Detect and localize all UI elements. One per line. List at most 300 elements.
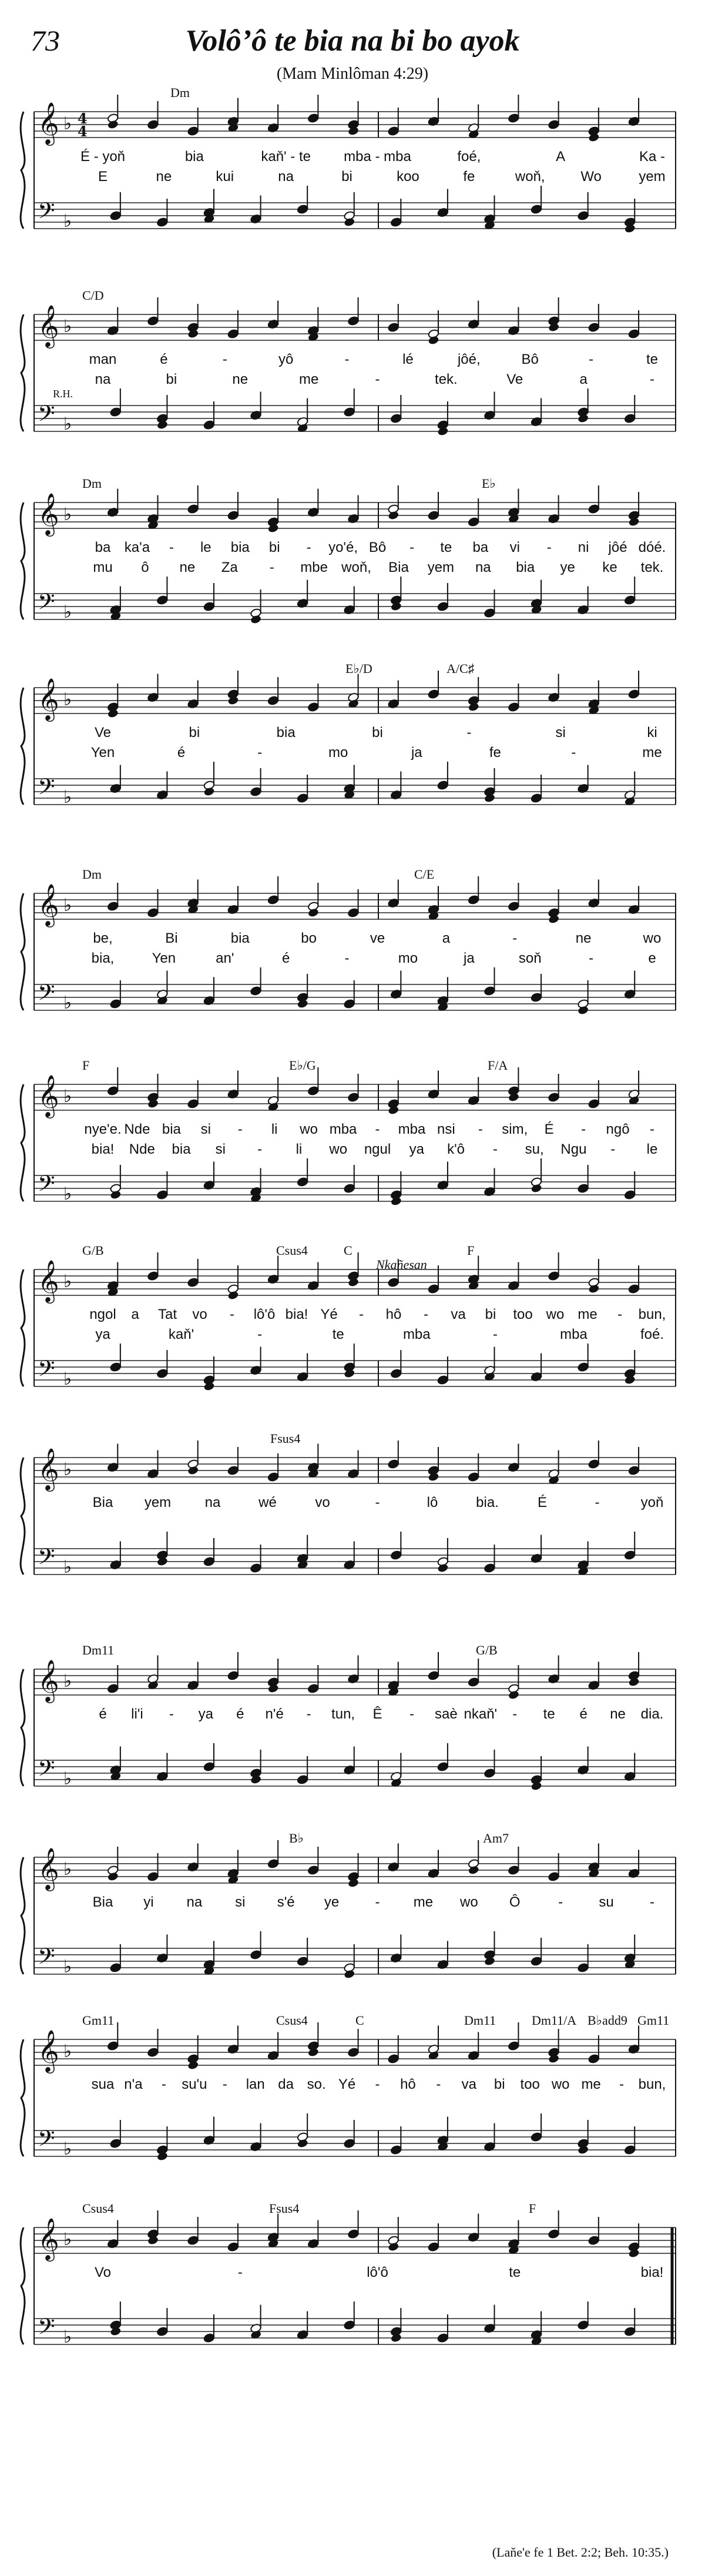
- lyric-verse1: Bi: [165, 930, 178, 946]
- lyric-verse2: ja: [411, 745, 422, 761]
- key-flat-icon: ♭: [63, 787, 72, 808]
- treble-clef-icon: 𝄞: [38, 677, 59, 720]
- lyric-verse2: a: [579, 371, 588, 387]
- lyric-verse1: bia.: [476, 1495, 499, 1510]
- lyric-verse2: Wo: [580, 169, 602, 185]
- lyric-verse2: ja: [463, 950, 475, 966]
- lyric-verse1: dóé.: [638, 540, 666, 555]
- lyric-verse1: yô: [278, 351, 294, 367]
- system-notation: [0, 2195, 705, 2442]
- lyric-verse2: bia: [172, 1141, 191, 1157]
- lyric-verse1: dia.: [640, 1706, 664, 1722]
- chord-symbol: Gm11: [637, 2013, 670, 2028]
- chord-symbol: Fsus4: [269, 2201, 300, 2216]
- lyric-verse1: A: [556, 149, 566, 165]
- lyric-verse1: foé,: [457, 149, 481, 165]
- treble-notes: [107, 1441, 640, 1485]
- lyric-verse1: ba: [95, 540, 111, 555]
- lyric-verse1: ngô: [606, 1121, 630, 1137]
- lyric-verse1: -: [589, 351, 594, 367]
- lyric-verse1: n'a: [124, 2076, 143, 2092]
- lyric-verse1: sua: [91, 2076, 115, 2092]
- lyric-verse1: Ê: [372, 1706, 382, 1722]
- lyric-verse1: Tat: [157, 1307, 177, 1322]
- lyric-verse1: ngol: [89, 1307, 116, 1322]
- lyric-verse2: e: [648, 950, 656, 966]
- lyric-verse1: -: [512, 930, 518, 946]
- lyric-verse2: yem: [427, 560, 455, 575]
- lyric-verse1: -: [409, 540, 414, 555]
- treble-clef-icon: 𝄞: [38, 2217, 59, 2260]
- bass-clef-icon: 𝄢: [38, 197, 55, 229]
- lyric-verse2: Yen: [90, 745, 115, 761]
- bass-clef-icon: 𝄢: [38, 588, 55, 620]
- lyric-verse2: me: [642, 745, 662, 761]
- lyric-verse2: Ve: [506, 371, 523, 387]
- lyric-verse1: -: [512, 1706, 518, 1722]
- chord-symbol: F: [82, 1058, 90, 1073]
- bass-clef-icon: 𝄢: [38, 773, 55, 805]
- lyric-verse1: yoň: [640, 1495, 664, 1510]
- bass-clef-icon: 𝄢: [38, 2313, 55, 2345]
- lyric-verse2: tek.: [640, 560, 664, 575]
- bass-staff: [34, 2319, 676, 2344]
- lyric-verse2: na: [95, 371, 111, 387]
- bass-clef-icon: 𝄢: [38, 1543, 55, 1575]
- lyric-verse1: mba: [329, 1121, 357, 1137]
- lyric-verse1: -: [306, 1706, 311, 1722]
- treble-clef-icon: 𝄞: [38, 101, 59, 144]
- lyric-verse1: vo: [315, 1495, 330, 1510]
- chord-symbol: B♭: [289, 1831, 304, 1845]
- key-flat-icon: ♭: [63, 689, 72, 710]
- lyric-verse1: vo: [192, 1307, 207, 1322]
- hymn-number: 73: [31, 24, 60, 57]
- treble-clef-icon: 𝄞: [38, 1259, 59, 1302]
- lyric-verse2: -: [257, 745, 263, 761]
- lyric-verse1: é: [160, 351, 168, 367]
- lyric-verse1: bia!: [285, 1307, 308, 1322]
- lyric-verse1: é: [579, 1706, 588, 1722]
- lyric-verse1: te: [646, 351, 659, 367]
- lyric-verse2: foé.: [640, 1326, 664, 1342]
- bass-notes: [110, 1532, 636, 1576]
- lyric-verse1: ne: [610, 1706, 626, 1722]
- chord-symbol: C/E: [414, 867, 435, 882]
- bass-clef-icon: 𝄢: [38, 2125, 55, 2157]
- bass-clef-icon: 𝄢: [38, 979, 55, 1011]
- lyric-verse1: é: [99, 1706, 107, 1722]
- lyric-verse1: -: [650, 1121, 654, 1137]
- key-flat-icon: ♭: [63, 993, 72, 1013]
- lyric-verse1: bia: [230, 930, 250, 946]
- lyric-verse2: kui: [216, 169, 234, 185]
- lyric-verse2: -: [571, 745, 576, 761]
- lyric-verse1: ba: [472, 540, 489, 555]
- lyric-verse1: si: [235, 1894, 246, 1910]
- lyric-verse1: wo: [643, 930, 662, 946]
- treble-clef-icon: 𝄞: [38, 883, 59, 926]
- system-brace: [21, 314, 25, 431]
- lyric-verse1: su'u: [182, 2076, 207, 2092]
- lyric-verse2: tek.: [435, 371, 458, 387]
- lyric-verse2: su,: [525, 1141, 544, 1157]
- lyric-verse1: -: [436, 2076, 441, 2092]
- lyric-verse1: bia!: [640, 2265, 664, 2280]
- lyric-verse1: lô'ô: [367, 2265, 388, 2280]
- lyric-verse2: ne: [179, 560, 196, 575]
- lyric-verse1: bi: [494, 2076, 505, 2092]
- lyric-verse1: bia: [276, 725, 296, 741]
- lyric-verse1: li: [271, 1121, 278, 1137]
- lyric-verse2: E: [98, 169, 108, 185]
- key-flat-icon: ♭: [63, 1271, 72, 1292]
- system-brace: [21, 503, 25, 619]
- lyric-verse1: ye: [324, 1894, 340, 1910]
- lyric-verse2: ô: [141, 560, 149, 575]
- lyric-verse1: nye'e.: [84, 1121, 122, 1137]
- lyric-verse1: su: [599, 1894, 614, 1910]
- bass-clef-icon: 𝄢: [38, 1355, 55, 1387]
- lyric-verse1: -: [375, 2076, 380, 2092]
- key-flat-icon: ♭: [63, 1086, 72, 1107]
- lyric-verse1: -: [237, 1121, 243, 1137]
- time-signature-icon: 4: [78, 123, 88, 140]
- lyric-verse1: -: [478, 1121, 483, 1137]
- lyric-verse2: Nde: [129, 1141, 155, 1157]
- key-flat-icon: ♭: [63, 602, 72, 622]
- lyric-verse1: bun,: [638, 1307, 666, 1322]
- lyric-verse2: -: [492, 1141, 498, 1157]
- key-flat-icon: ♭: [63, 1557, 72, 1577]
- lyric-verse1: wé: [258, 1495, 277, 1510]
- treble-clef-icon: 𝄞: [38, 1659, 59, 1701]
- lyric-verse1: a: [442, 930, 451, 946]
- chord-symbol: B♭add9: [588, 2013, 627, 2028]
- lyric-verse1: wo: [459, 1894, 478, 1910]
- lyric-verse1: s'é: [277, 1894, 295, 1910]
- system-notation: [0, 1425, 705, 1672]
- lyric-verse2: bi: [341, 169, 352, 185]
- lyric-verse1: wo: [546, 1307, 565, 1322]
- chord-symbol: Am7: [483, 1831, 509, 1845]
- lyric-verse1: Ve: [94, 725, 112, 741]
- key-flat-icon: ♭: [63, 2229, 72, 2250]
- lyric-verse2: wo: [329, 1141, 348, 1157]
- lyric-verse1: bi: [268, 540, 280, 555]
- lyric-verse2: li: [296, 1141, 303, 1157]
- lyric-verse1: hô: [400, 2076, 416, 2092]
- lyric-verse1: n'é: [265, 1706, 284, 1722]
- lyric-verse1: -: [595, 1495, 600, 1510]
- chord-symbol: Dm: [82, 867, 102, 882]
- lyric-verse1: si: [200, 1121, 211, 1137]
- lyric-verse2: bia,: [91, 950, 115, 966]
- key-flat-icon: ♭: [63, 895, 72, 916]
- lyric-verse1: yem: [144, 1495, 172, 1510]
- lyric-verse1: -: [375, 1495, 380, 1510]
- lyric-verse1: Yé: [320, 1307, 338, 1322]
- lyric-verse1: -: [375, 1121, 380, 1137]
- lyric-verse1: -: [230, 1307, 234, 1322]
- treble-clef-icon: 𝄞: [38, 492, 59, 535]
- system-brace: [21, 112, 25, 229]
- lyric-verse2: mba: [560, 1326, 588, 1342]
- lyric-verse2: Za: [221, 560, 238, 575]
- lyric-verse1: bia: [230, 540, 250, 555]
- lyric-verse1: bo: [301, 930, 317, 946]
- lyric-verse2: -: [257, 1326, 263, 1342]
- lyric-verse1: -: [161, 2076, 166, 2092]
- lyric-verse1: bia: [162, 1121, 181, 1137]
- lyric-verse2: ne: [232, 371, 249, 387]
- lyric-verse1: é: [236, 1706, 244, 1722]
- lyric-verse1: jôé,: [457, 351, 481, 367]
- lyric-verse1: lé: [402, 351, 414, 367]
- chord-symbol: E♭: [482, 476, 496, 491]
- lyric-verse1: hô: [385, 1307, 402, 1322]
- lyric-verse1: be,: [93, 930, 113, 946]
- key-flat-icon: ♭: [63, 1369, 72, 1389]
- lyric-verse1: -: [619, 2076, 625, 2092]
- system-brace: [21, 1269, 25, 1386]
- scripture-reference: (Mam Minlôman 4:29): [276, 65, 429, 83]
- lyric-verse1: ya: [198, 1706, 213, 1722]
- lyric-verse1: mba: [398, 1121, 426, 1137]
- key-flat-icon: ♭: [63, 1671, 72, 1691]
- chord-symbol: C: [355, 2013, 364, 2028]
- lyric-verse1: -: [581, 1121, 586, 1137]
- chord-symbol: Csus4: [276, 2013, 308, 2028]
- lyric-verse1: -: [466, 725, 472, 741]
- treble-clef-icon: 𝄞: [38, 1847, 59, 1890]
- lyric-verse1: lan: [246, 2076, 265, 2092]
- chord-symbol: Fsus4: [270, 1431, 301, 1446]
- lyric-verse2: -: [610, 1141, 616, 1157]
- key-flat-icon: ♭: [63, 504, 72, 525]
- performance-annotation: Nkañesan: [376, 1257, 427, 1272]
- key-flat-icon: ♭: [63, 2041, 72, 2062]
- key-flat-icon: ♭: [63, 1859, 72, 1880]
- lyric-verse2: é: [177, 745, 186, 761]
- lyric-verse1: te: [440, 540, 452, 555]
- lyric-verse2: na: [475, 560, 491, 575]
- lyric-verse1: bi: [189, 725, 200, 741]
- lyric-verse2: te: [332, 1326, 344, 1342]
- lyric-verse2: fe: [489, 745, 501, 761]
- chord-symbol: F: [467, 1243, 475, 1258]
- lyric-verse2: Ngu: [560, 1141, 587, 1157]
- key-flat-icon: ♭: [63, 2327, 72, 2347]
- lyric-verse1: nkaň': [464, 1706, 498, 1722]
- lyric-verse1: Nde: [124, 1121, 150, 1137]
- lyric-verse1: bun,: [638, 2076, 666, 2092]
- lyric-verse1: kaň' - te: [261, 149, 311, 165]
- lyric-verse2: fe: [463, 169, 475, 185]
- bass-clef-icon: 𝄢: [38, 1943, 55, 1975]
- key-flat-icon: ♭: [63, 113, 72, 134]
- lyric-verse1: -: [169, 540, 174, 555]
- lyric-verse1: too: [513, 1307, 533, 1322]
- lyric-verse2: kaň': [168, 1326, 194, 1342]
- lyric-verse1: ne: [575, 930, 592, 946]
- lyric-verse2: bia!: [91, 1141, 115, 1157]
- lyric-verse1: vi: [509, 540, 520, 555]
- lyric-verse1: sim,: [502, 1121, 528, 1137]
- lyric-verse1: yo'é,: [328, 540, 358, 555]
- lyric-verse1: Ka -: [639, 149, 666, 165]
- lyric-verse1: te: [543, 1706, 555, 1722]
- lyric-verse1: bia: [184, 149, 204, 165]
- lyric-verse2: k'ô: [447, 1141, 465, 1157]
- lyric-verse1: -: [222, 2076, 227, 2092]
- lyric-verse1: Bia: [92, 1894, 113, 1910]
- chord-symbol: G/B: [476, 1643, 498, 1657]
- lyric-verse1: Vo: [94, 2265, 112, 2280]
- lyric-verse2: ya: [95, 1326, 110, 1342]
- lyric-verse1: wo: [300, 1121, 318, 1137]
- lyric-verse2: mu: [93, 560, 113, 575]
- lyric-verse1: Bô: [521, 351, 539, 367]
- lyric-verse2: Yen: [152, 950, 176, 966]
- key-flat-icon: ♭: [63, 211, 72, 232]
- lyric-verse2: mo: [398, 950, 418, 966]
- lyric-verse1: ka'a: [124, 540, 150, 555]
- chord-symbol: Csus4: [82, 2201, 114, 2216]
- lyric-verse2: ngul: [364, 1141, 391, 1157]
- chord-symbol: C: [344, 1243, 352, 1258]
- footnote: (Laňe'e fe 1 Bet. 2:2; Beh. 10:35.): [492, 2545, 669, 2560]
- lyric-verse1: -: [237, 2265, 243, 2280]
- bass-staff: [34, 594, 676, 619]
- performance-annotation: R.H.: [53, 388, 73, 400]
- treble-clef-icon: 𝄞: [38, 304, 59, 347]
- lyric-verse1: da: [278, 2076, 294, 2092]
- chord-symbol: F: [529, 2201, 536, 2216]
- lyric-verse1: ni: [578, 540, 589, 555]
- lyric-verse2: -: [492, 1326, 498, 1342]
- chord-symbol: A/C♯: [446, 661, 475, 676]
- lyric-verse1: Ô: [509, 1894, 521, 1910]
- lyric-verse1: É: [544, 1121, 554, 1137]
- system-brace: [21, 1857, 25, 1974]
- lyric-verse2: bia: [516, 560, 535, 575]
- lyric-verse1: -: [169, 1706, 174, 1722]
- bass-notes: [110, 762, 636, 806]
- lyric-verse1: saè: [435, 1706, 458, 1722]
- lyric-verse1: -: [375, 1894, 380, 1910]
- chord-symbol: E♭/D: [345, 661, 372, 676]
- key-flat-icon: ♭: [63, 316, 72, 337]
- lyric-verse1: -: [409, 1706, 414, 1722]
- lyric-verse2: -: [344, 950, 350, 966]
- lyric-verse1: wo: [551, 2076, 570, 2092]
- system-brace: [21, 2039, 25, 2156]
- system-brace: [21, 1669, 25, 1786]
- lyric-verse1: Yé: [338, 2076, 356, 2092]
- lyric-verse2: -: [375, 371, 380, 387]
- lyric-verse2: -: [650, 371, 654, 387]
- lyric-verse1: -: [546, 540, 552, 555]
- treble-clef-icon: 𝄞: [38, 2029, 59, 2072]
- system-brace: [21, 688, 25, 805]
- lyric-verse1: le: [200, 540, 212, 555]
- key-flat-icon: ♭: [63, 1459, 72, 1480]
- chord-symbol: Dm11: [82, 1643, 115, 1657]
- lyric-verse2: Bia: [388, 560, 409, 575]
- key-flat-icon: ♭: [63, 1768, 72, 1789]
- lyric-verse2: mba: [402, 1326, 431, 1342]
- lyric-verse2: soň: [518, 950, 542, 966]
- lyric-verse2: koo: [397, 169, 419, 185]
- system-brace: [21, 1458, 25, 1575]
- lyric-verse1: so.: [307, 2076, 326, 2092]
- bass-notes: [110, 2302, 636, 2346]
- lyric-verse1: Bia: [92, 1495, 113, 1510]
- lyric-verse1: man: [89, 351, 117, 367]
- system-12: [0, 2195, 705, 2442]
- lyric-verse1: yi: [143, 1894, 154, 1910]
- lyric-verse2: mo: [328, 745, 348, 761]
- lyric-verse2: si: [215, 1141, 226, 1157]
- treble-clef-icon: 𝄞: [38, 1447, 59, 1490]
- lyric-verse1: tun,: [331, 1706, 355, 1722]
- lyric-verse1: -: [222, 351, 227, 367]
- chord-symbol: Gm11: [82, 2013, 115, 2028]
- lyric-verse2: me: [298, 371, 319, 387]
- lyric-verse1: -: [424, 1307, 428, 1322]
- lyric-verse1: -: [306, 540, 311, 555]
- lyric-verse2: -: [257, 1141, 263, 1157]
- chord-symbol: Dm: [170, 85, 190, 100]
- lyric-verse1: me: [413, 1894, 434, 1910]
- lyric-verse2: an': [216, 950, 234, 966]
- bass-clef-icon: 𝄢: [38, 1755, 55, 1787]
- lyric-verse2: yem: [639, 169, 666, 185]
- lyric-verse2: mbe: [300, 560, 328, 575]
- system-brace: [21, 2227, 25, 2344]
- lyric-verse1: -: [617, 1307, 622, 1322]
- lyric-verse1: bi: [485, 1307, 496, 1322]
- key-flat-icon: ♭: [63, 1184, 72, 1204]
- chord-symbol: Dm11: [464, 2013, 496, 2028]
- lyric-verse2: le: [646, 1141, 658, 1157]
- lyric-verse1: -: [558, 1894, 563, 1910]
- lyric-verse2: ya: [409, 1141, 424, 1157]
- system-brace: [21, 1084, 25, 1201]
- lyric-verse1: si: [555, 725, 566, 741]
- lyric-verse1: li'i: [131, 1706, 143, 1722]
- lyric-verse1: bi: [372, 725, 383, 741]
- system-brace: [21, 893, 25, 1010]
- lyric-verse1: ve: [370, 930, 385, 946]
- lyric-verse1: É - yoň: [80, 149, 126, 165]
- lyric-verse1: -: [650, 1894, 654, 1910]
- lyric-verse1: Bô: [368, 540, 387, 555]
- lyric-verse1: -: [344, 351, 350, 367]
- lyric-verse1: ki: [647, 725, 657, 741]
- lyric-verse1: te: [509, 2265, 521, 2280]
- lyric-verse1: too: [520, 2076, 540, 2092]
- bass-clef-icon: 𝄢: [38, 400, 55, 432]
- lyric-verse2: ke: [602, 560, 617, 575]
- bass-clef-icon: 𝄢: [38, 1170, 55, 1202]
- lyric-verse2: é: [281, 950, 290, 966]
- bass-staff: [34, 1361, 676, 1386]
- lyric-verse1: na: [186, 1894, 203, 1910]
- lyric-verse2: ne: [156, 169, 172, 185]
- lyric-verse1: na: [204, 1495, 221, 1510]
